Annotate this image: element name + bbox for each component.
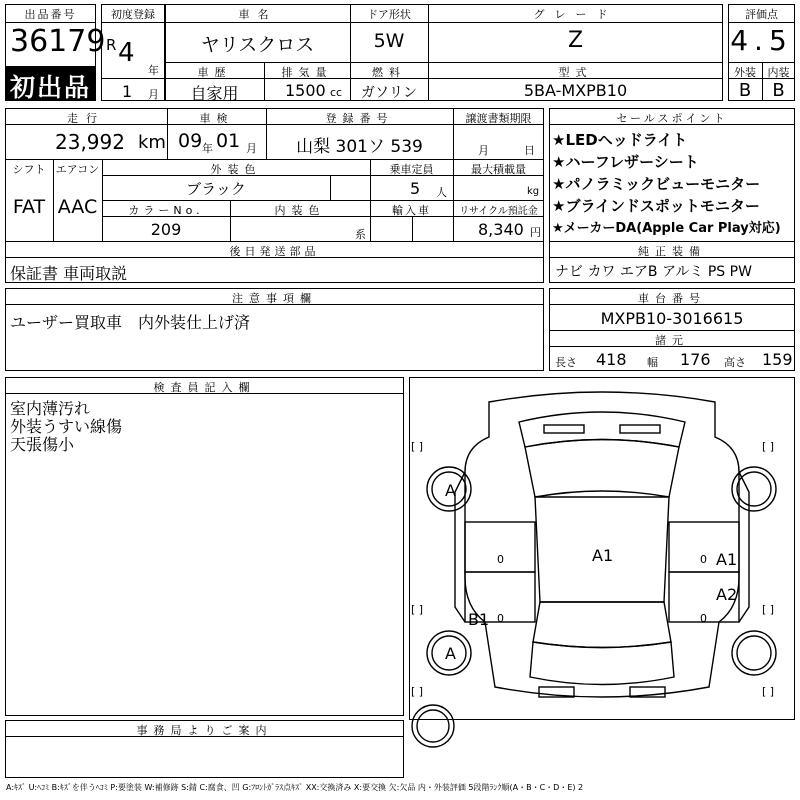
model-code-label: 型式 — [558, 66, 593, 79]
door-label: ドア形状 — [367, 8, 411, 21]
ext-grade-label: 外装 — [734, 66, 756, 79]
int-grade-value: B — [772, 80, 785, 101]
max-load-unit: kg — [527, 186, 540, 197]
first-reg-era: R — [106, 36, 117, 54]
bracket-right-mid: [ ] — [762, 603, 775, 616]
car-name-label: 車名 — [238, 8, 277, 21]
zero-right-rear: 0 — [700, 612, 707, 625]
displacement-unit: cc — [330, 86, 343, 99]
inspector-line-1: 室内薄汚れ — [10, 399, 91, 418]
int-color-label: 内装色 — [274, 204, 326, 217]
displacement-value: 1500 — [285, 81, 326, 100]
plate-label: 登録番号 — [325, 112, 394, 125]
mileage-value: 23,992 — [55, 130, 125, 154]
recycle-value: 8,340 — [478, 220, 524, 239]
ac-label: エアコン — [55, 163, 100, 176]
inspection-month: 01 — [216, 130, 241, 152]
dims-label: 諸元 — [655, 334, 689, 347]
notes-label: 注意事項欄 — [232, 292, 317, 305]
damage-mark-left-rear-door: B1 — [468, 610, 490, 629]
legend-text: A:ｷｽﾞ U:ﾍｺﾐ B:ｷｽﾞを伴うﾍｺﾐ P:要塗装 W:補修跡 S:錆 C:腐食、凹 G:ﾌﾛﾝﾄｶﾞﾗｽ点ｷｽﾞ XX:交換済み X:要交換 欠:欠品 内・外装評価 5段階ﾗﾝｸ順(A・B・C・D・E) 2 — [6, 783, 584, 792]
inspector-line-3: 天張傷小 — [10, 435, 75, 454]
later-parts-label: 後日発送部品 — [229, 245, 320, 258]
color-no-label: カラーNo. — [128, 204, 204, 217]
lot-label: 出品番号 — [24, 8, 77, 21]
bracket-left-mid: [ ] — [411, 603, 424, 616]
chassis-value: MXPB10-3016615 — [600, 309, 744, 328]
transfer-label: 譲渡書類期限 — [465, 112, 532, 125]
plate-value: 山梨 301ソ 539 — [296, 137, 423, 157]
first-reg-year: 4 — [118, 38, 135, 68]
capacity-label: 乗車定員 — [389, 163, 434, 176]
inspection-year-unit: 年 — [202, 142, 213, 155]
office-label: 事務局よりご案内 — [136, 724, 273, 737]
score-label: 評価点 — [745, 8, 778, 21]
inspection-label: 車検 — [199, 112, 234, 125]
equipment-label: 純正装備 — [638, 245, 706, 258]
first-reg-year-unit: 年 — [148, 64, 159, 77]
damage-mark-right-front-door: A1 — [716, 550, 738, 569]
capacity-value: 5 — [410, 179, 421, 198]
history-label: 車歴 — [197, 66, 232, 79]
bracket-right-top: [ ] — [762, 440, 775, 453]
door-value: 5W — [373, 30, 405, 52]
transfer-day-unit: 日 — [524, 144, 535, 157]
grade-label: グレード — [533, 8, 618, 21]
ext-color-label: 外装色 — [210, 163, 262, 176]
ext-color-value: ブラック — [186, 180, 246, 198]
transfer-month-unit: 月 — [478, 144, 489, 157]
dims-width-label: 幅 — [647, 356, 658, 369]
displacement-label: 排気量 — [281, 66, 333, 79]
inspector-label: 検査員記入欄 — [153, 381, 256, 394]
dims-height: 159 — [762, 350, 793, 369]
damage-mark-rear-left-wheel: A — [445, 644, 456, 663]
lot-badge-text: 初出品 — [10, 73, 92, 102]
zero-right-front: 0 — [700, 553, 707, 566]
damage-mark-right-rear-door: A2 — [716, 585, 738, 604]
zero-left-front: 0 — [497, 553, 504, 566]
bracket-left-low: [ ] — [411, 685, 424, 698]
ext-grade-value: B — [738, 80, 752, 101]
damage-mark-roof: A1 — [592, 546, 614, 565]
mileage-unit: km — [138, 132, 166, 153]
spare-tire — [410, 702, 460, 752]
int-color-unit: 系 — [355, 228, 366, 241]
inspection-month-unit: 月 — [246, 142, 257, 155]
zero-left-rear: 0 — [497, 612, 504, 625]
bracket-right-low: [ ] — [762, 685, 775, 698]
sales-point-4: ★ブラインドスポットモニター — [552, 197, 760, 215]
later-parts-value: 保証書 車両取説 — [10, 264, 128, 283]
dims-width: 176 — [680, 350, 711, 369]
chassis-label: 車台番号 — [638, 292, 706, 305]
first-reg-month: 1 — [122, 82, 133, 101]
notes-value: ユーザー買取車 内外装仕上げ済 — [10, 313, 251, 332]
score-value: 4.5 — [730, 24, 793, 57]
recycle-unit: 円 — [530, 226, 541, 239]
car-name-value: ヤリスクロス — [200, 34, 315, 56]
inspector-line-2: 外装うすい線傷 — [10, 417, 123, 436]
shift-value: FAT — [12, 196, 46, 218]
damage-mark-front-left-wheel: A — [445, 481, 456, 500]
bracket-left-top: [ ] — [411, 440, 424, 453]
sales-points-label: セールスポイント — [616, 112, 728, 125]
color-no-value: 209 — [150, 220, 182, 239]
max-load-label: 最大積載量 — [471, 163, 526, 176]
grade-value: Z — [567, 28, 584, 53]
model-code-value: 5BA-MXPB10 — [523, 81, 628, 100]
sales-point-5: ★メーカーDA(Apple Car Play対応) — [552, 221, 781, 236]
equipment-value: ナビ カワ エアB アルミ PS PW — [555, 264, 752, 280]
inspection-year: 09 — [178, 130, 203, 152]
import-label: 輸入車 — [392, 204, 431, 217]
shift-label: シフト — [12, 163, 46, 176]
int-grade-label: 内装 — [767, 66, 790, 79]
fuel-label: 燃料 — [372, 66, 406, 79]
dims-length: 418 — [596, 350, 627, 369]
sales-point-2: ★ハーフレザーシート — [552, 153, 699, 171]
dims-height-label: 高さ — [724, 356, 746, 369]
dims-length-label: 長さ — [555, 356, 577, 369]
capacity-unit: 人 — [436, 186, 447, 199]
ac-value: AAC — [57, 196, 98, 218]
first-reg-label: 初度登録 — [111, 8, 155, 21]
lot-number: 36179 — [10, 24, 106, 59]
recycle-label: リサイクル預託金 — [459, 206, 538, 217]
sales-point-1: ★LEDヘッドライト — [552, 131, 688, 149]
history-value: 自家用 — [190, 84, 239, 103]
mileage-label: 走行 — [67, 112, 105, 125]
first-reg-month-unit: 月 — [148, 88, 159, 101]
sales-point-3: ★パノラミックビューモニター — [552, 175, 761, 193]
fuel-value: ガソリン — [361, 85, 417, 101]
